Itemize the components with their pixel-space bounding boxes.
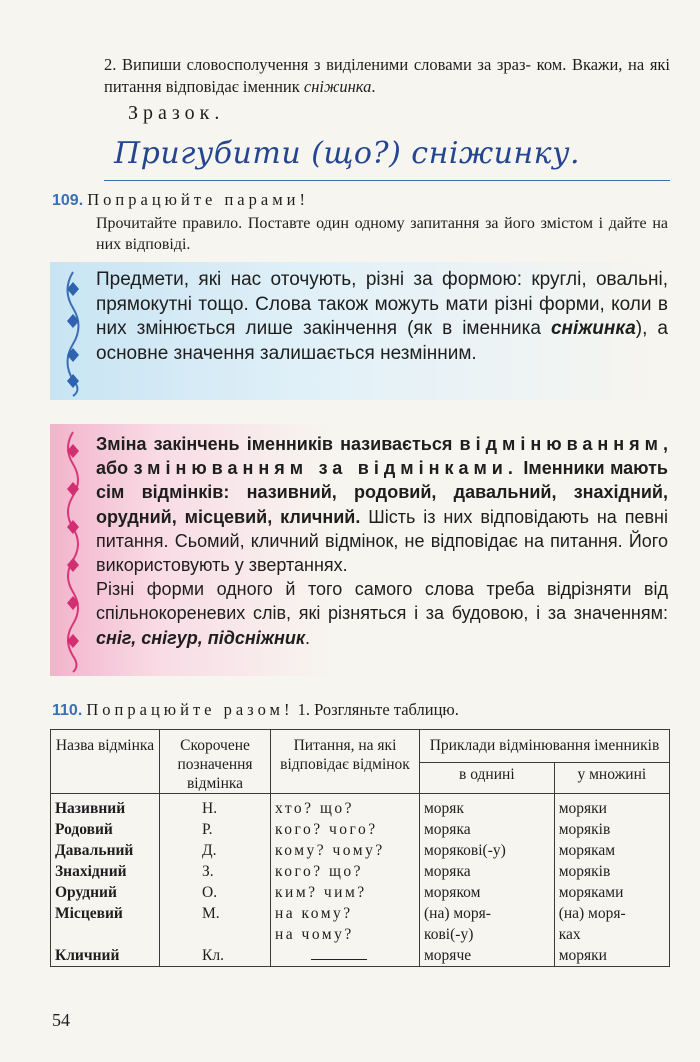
rule-blue-emphasis: сніжинка — [550, 318, 636, 339]
rule-blue-part-2: ), а основне значення залишається незмінним. — [96, 318, 669, 364]
table-cell: моряки — [558, 947, 607, 964]
table-cell: ким? чим? — [275, 884, 367, 901]
singular-column — [420, 794, 555, 967]
exercise-110-title: Попрацюйте разом! — [86, 700, 294, 719]
abbreviations-column — [160, 794, 271, 967]
table-cell: моряком — [424, 884, 481, 901]
rule-blue-text — [96, 268, 668, 366]
rule-pink-term-1: відмінюванням — [459, 434, 663, 454]
table-cell: Місцевий — [55, 905, 123, 922]
table-cell — [55, 924, 155, 945]
rule-pink-bold-2: , або — [96, 434, 668, 479]
exercise-109-number: 109. — [52, 192, 84, 209]
task-2-text — [104, 54, 670, 98]
pink-diamond-border-icon — [58, 430, 88, 674]
blank-line — [311, 945, 367, 960]
task-2-line-2: ком. Вкажи, на які питання відповідає іменник — [104, 55, 671, 96]
table-cell: кого? чого? — [275, 821, 378, 838]
table-cell: хто? що? — [275, 800, 355, 817]
exercise-110-heading — [52, 700, 459, 720]
task-2-emphasis: сніжинка — [303, 77, 372, 96]
exercise-110-number: 110. — [52, 702, 83, 719]
exercise-110-instruction: 1. Розгляньте таблицю. — [293, 700, 459, 719]
rule-pink-text-2: Різні форми одного й того самого слова треба відрізняти від спільнокореневих слів, які різняться і за будовою, і за значенням: — [96, 579, 668, 624]
header-abbreviation: Скорочене позначення відмінка — [160, 730, 271, 794]
table-cell: моряк — [424, 800, 464, 817]
table-cell: Родовий — [55, 821, 113, 838]
table-cell: Називний — [55, 800, 126, 817]
table-cell: (на) моря- — [424, 905, 491, 922]
table-cell: Знахідний — [55, 863, 127, 880]
exercise-109-instructions: Прочитайте правило. Поставте один одному запитання за його змістом і дайте на них відповіді. — [96, 215, 668, 253]
table-cell: моряче — [424, 947, 472, 964]
handwritten-sample-text: Пригубити (що?) сніжинку. — [114, 136, 581, 171]
table-cell: кого? що? — [275, 863, 364, 880]
header-questions: Питання, на які відповідає відмінок — [271, 730, 420, 794]
table-cell: (на) моря- — [558, 905, 626, 922]
task-2-line-1: 2. Випиши словосполучення з виділеними словами за зраз- — [104, 55, 532, 74]
blue-diamond-border-icon — [58, 268, 88, 398]
table-cell: ках — [558, 926, 581, 943]
table-cell: М. — [202, 905, 220, 922]
questions-column — [271, 794, 420, 967]
table-cell: Кл. — [202, 947, 224, 964]
table-header-row — [51, 730, 670, 763]
table-cell: на кому? — [275, 905, 353, 922]
header-examples: Приклади відмінювання іменників — [420, 730, 670, 763]
table-cell-blank — [275, 945, 415, 966]
exercise-109-heading — [52, 190, 309, 210]
rule-pink-bold-1: Зміна закінчень іменників називається — [96, 434, 453, 454]
table-cell: моряка — [424, 821, 471, 838]
table-cell: моряки — [558, 800, 607, 817]
table-cell: морякам — [558, 842, 616, 859]
table-cell: на чому? — [275, 926, 354, 943]
table-cell: Д. — [202, 842, 217, 859]
task-2-end: . — [371, 77, 376, 96]
cases-table — [50, 729, 670, 967]
table-cell: кому? чому? — [275, 842, 385, 859]
table-cell: Орудний — [55, 884, 117, 901]
table-cell: О. — [202, 884, 218, 901]
rule-pink-examples: сніг, снігур, підсніжник — [96, 627, 306, 648]
table-cell: моряками — [558, 884, 624, 901]
page-number: 54 — [52, 1010, 70, 1030]
exercise-109-title: Попрацюйте парами! — [87, 190, 309, 209]
header-plural: у множині — [554, 763, 669, 794]
table-cell: моряків — [558, 821, 611, 838]
rule-pink-bold-3: Іменники мають сім відмінків: називний, родовий, давальний, знахідний, орудний, місцевий, кличний. — [96, 458, 668, 527]
rule-pink-term-2: змінюванням за відмінками. — [133, 458, 518, 479]
rule-pink-text — [96, 432, 668, 650]
header-singular: в однині — [420, 763, 555, 794]
plural-column — [554, 794, 669, 967]
table-cell: Н. — [202, 800, 218, 817]
table-cell: Давальний — [55, 842, 134, 859]
table-cell: морякові(-у) — [424, 842, 506, 859]
handwritten-sample — [104, 132, 670, 181]
table-cell — [164, 924, 266, 945]
table-cell: кові(-у) — [424, 926, 474, 943]
table-cell: моряка — [424, 863, 471, 880]
table-cell: моряків — [558, 863, 611, 880]
case-names-column — [51, 794, 160, 967]
table-cell: З. — [202, 863, 214, 880]
table-cell: Р. — [202, 821, 213, 838]
header-case-name: Назва відмінка — [51, 730, 160, 794]
table-body-row — [51, 794, 670, 967]
rule-pink-end: . — [305, 627, 311, 648]
sample-label: Зразок. — [128, 102, 225, 124]
table-cell: Кличний — [55, 947, 120, 964]
rule-pink-text-1: Шість із них відповідають на певні питання. Сьомий, кличний відмінок, не відповідає на питання. Його використовують у звертаннях. — [96, 506, 668, 576]
rule-blue-part-1: Предмети, які нас оточують, різні за формою: круглі, овальні, прямокутні тощо. Слова також можуть мати різні форми, коли в них змінюється лише закінчення (як в іменника — [96, 269, 668, 339]
